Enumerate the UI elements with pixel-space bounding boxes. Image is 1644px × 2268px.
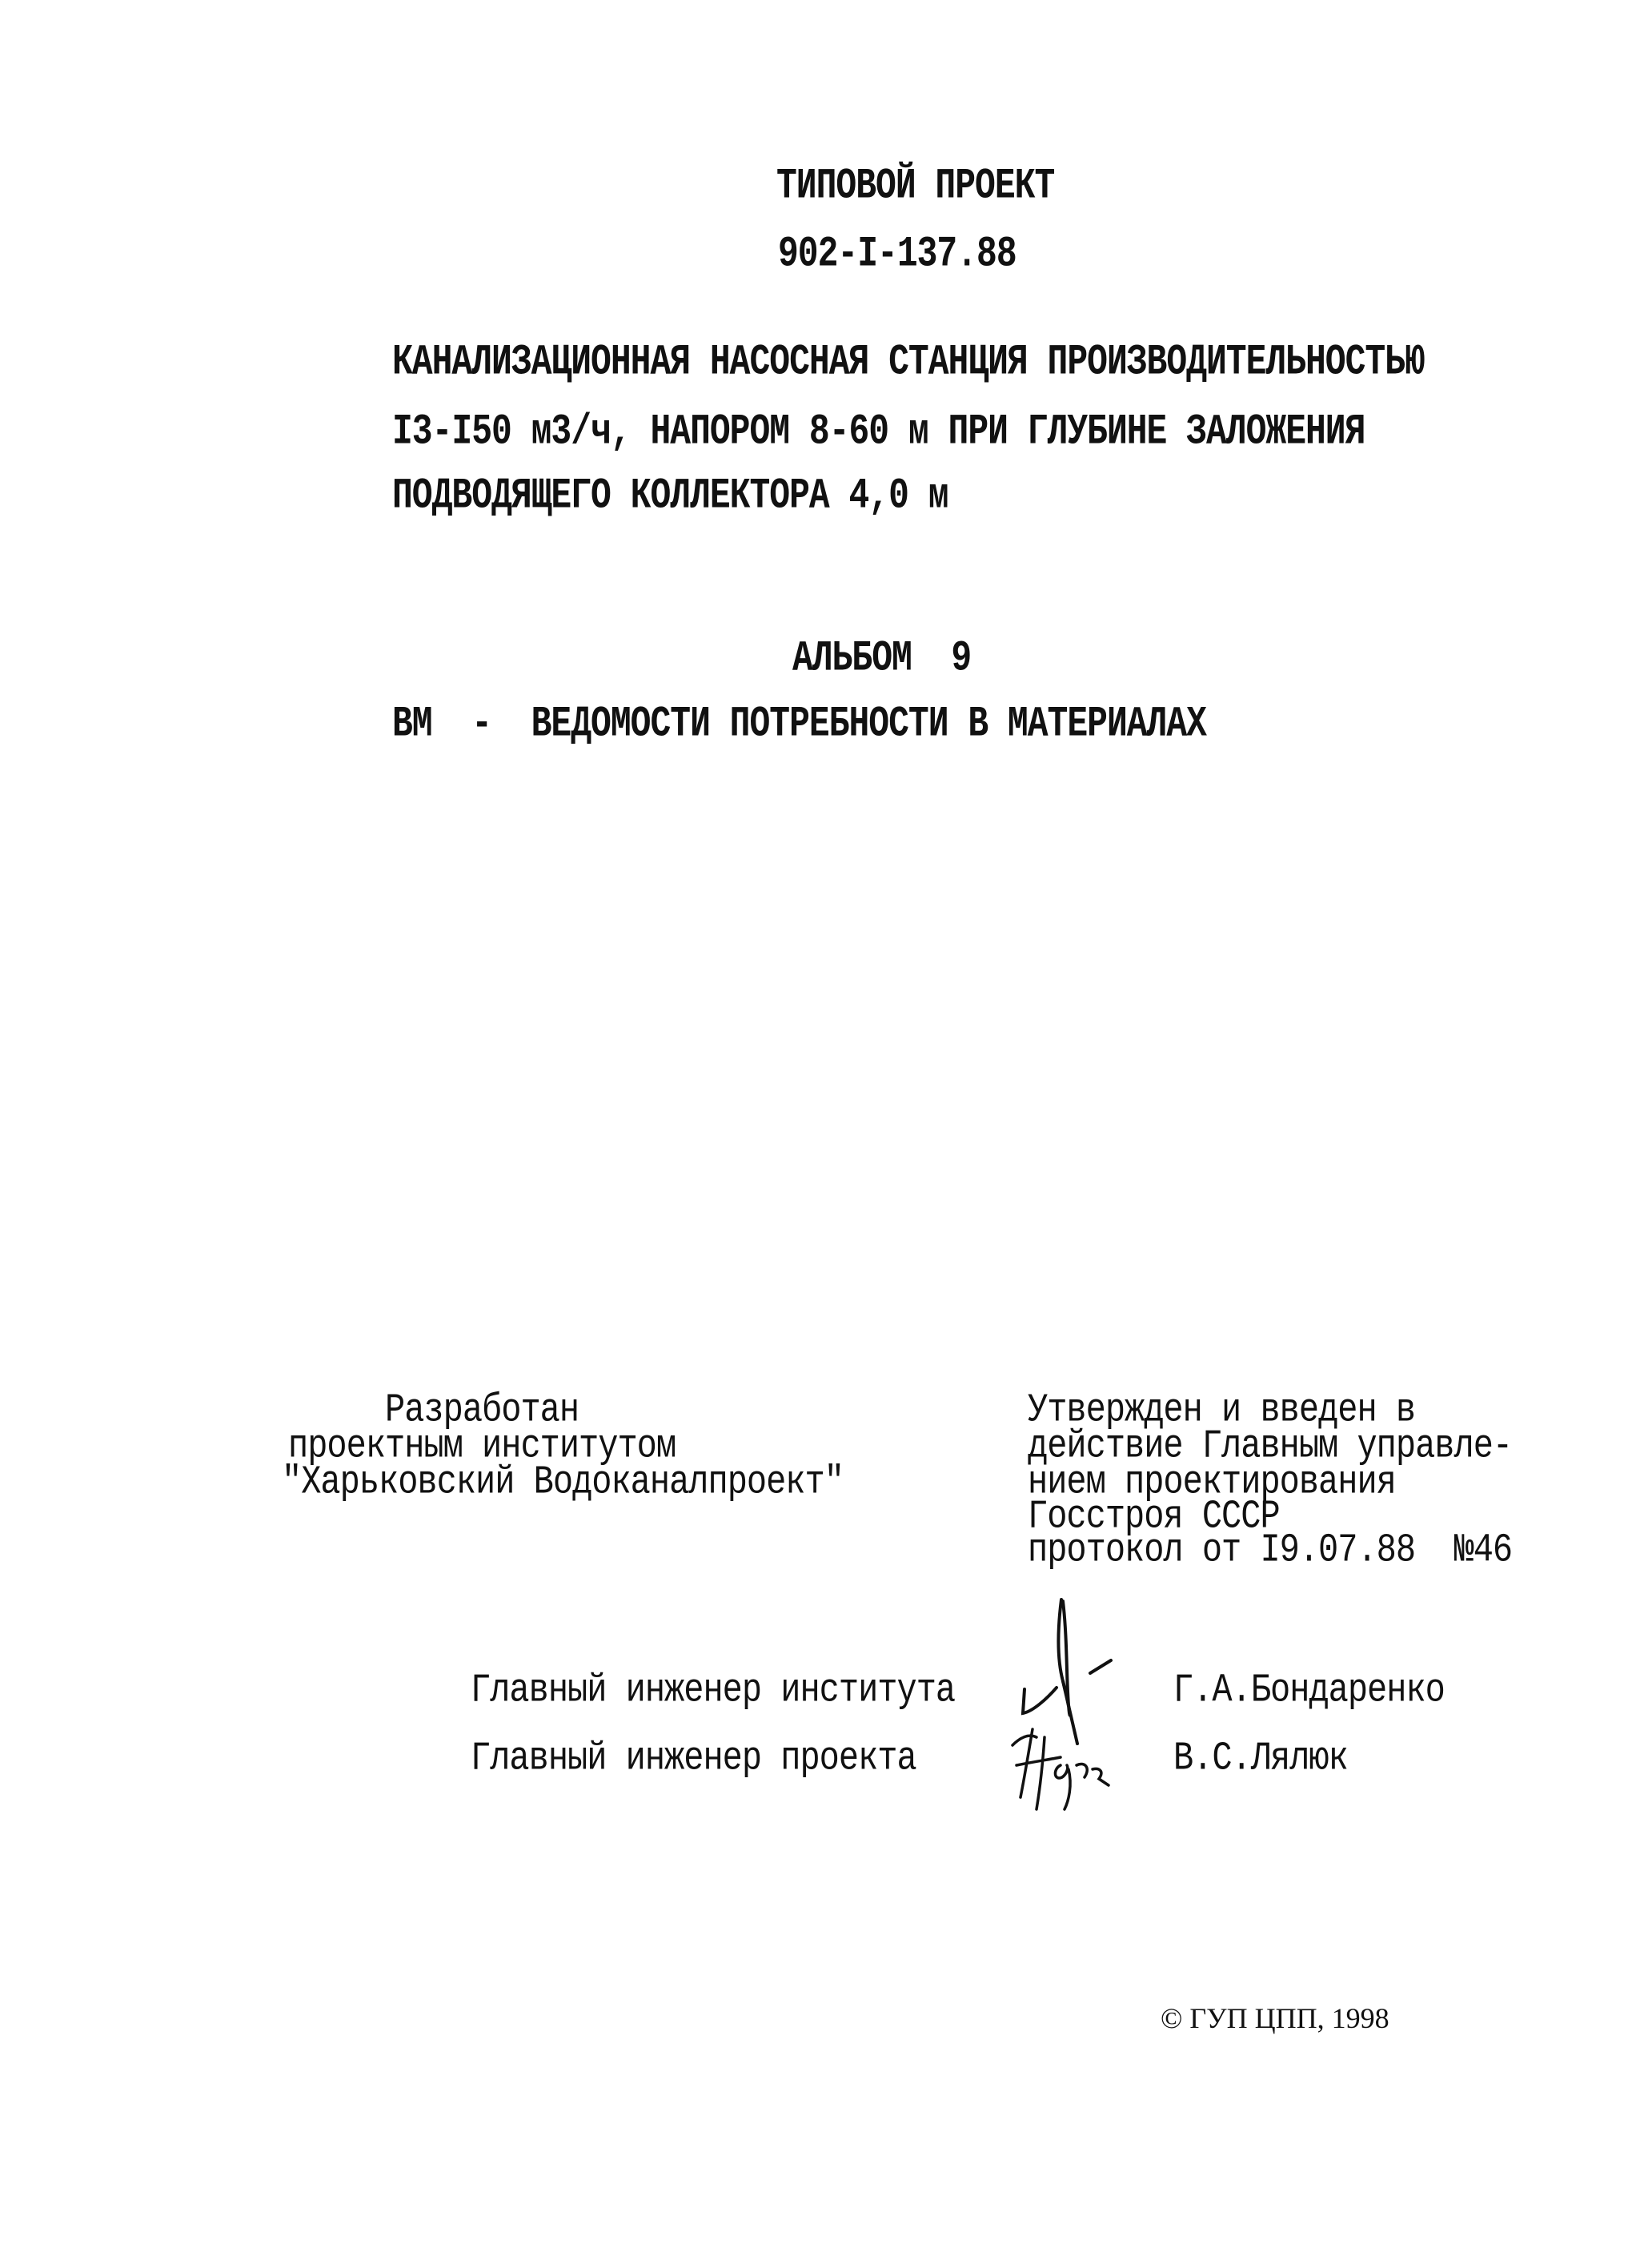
developed-line: "Харьковский Водоканалпроект"	[282, 1459, 844, 1506]
signature-2	[1004, 1721, 1149, 1817]
title-line-1: КАНАЛИЗАЦИОННАЯ НАСОСНАЯ СТАНЦИЯ ПРОИЗВОДИТЕЛЬНОСТЬЮ	[392, 337, 1425, 387]
album-subtitle: ВМ - ВЕДОМОСТИ ПОТРЕБНОСТИ В МАТЕРИАЛАХ	[392, 699, 1206, 749]
copyright: © ГУП ЦПП, 1998	[1161, 2002, 1389, 2034]
signatory-name-2: В.С.Лялюк	[1173, 1735, 1348, 1782]
album-label: АЛЬБОМ 9	[792, 633, 972, 683]
signatory-name-1: Г.А.Бондаренко	[1173, 1667, 1445, 1714]
title-line-2: I3-I50 м3/ч, НАПОРОМ 8-60 м ПРИ ГЛУБИНЕ ЗАЛОЖЕНИЯ	[392, 407, 1365, 456]
approved-line: протокол от I9.07.88 №46	[1028, 1527, 1513, 1574]
approved-line: Утвержден и введен в	[1028, 1387, 1416, 1434]
signatory-role-1: Главный инженер института	[471, 1667, 956, 1714]
developed-line: Разработан	[288, 1387, 579, 1434]
approved-line: нием проектирования	[1028, 1459, 1396, 1506]
project-number: 902-I-137.88	[778, 229, 1016, 279]
signatory-role-2: Главный инженер проекта	[471, 1735, 916, 1782]
approved-line: действие Главным управле-	[1028, 1423, 1513, 1470]
developed-line: проектным институтом	[288, 1423, 676, 1470]
title-line-3: ПОДВОДЯЩЕГО КОЛЛЕКТОРА 4,0 м	[392, 471, 948, 520]
doc-type: ТИПОВОЙ ПРОЕКТ	[776, 161, 1055, 211]
approved-line: Госстроя СССР	[1028, 1493, 1280, 1540]
